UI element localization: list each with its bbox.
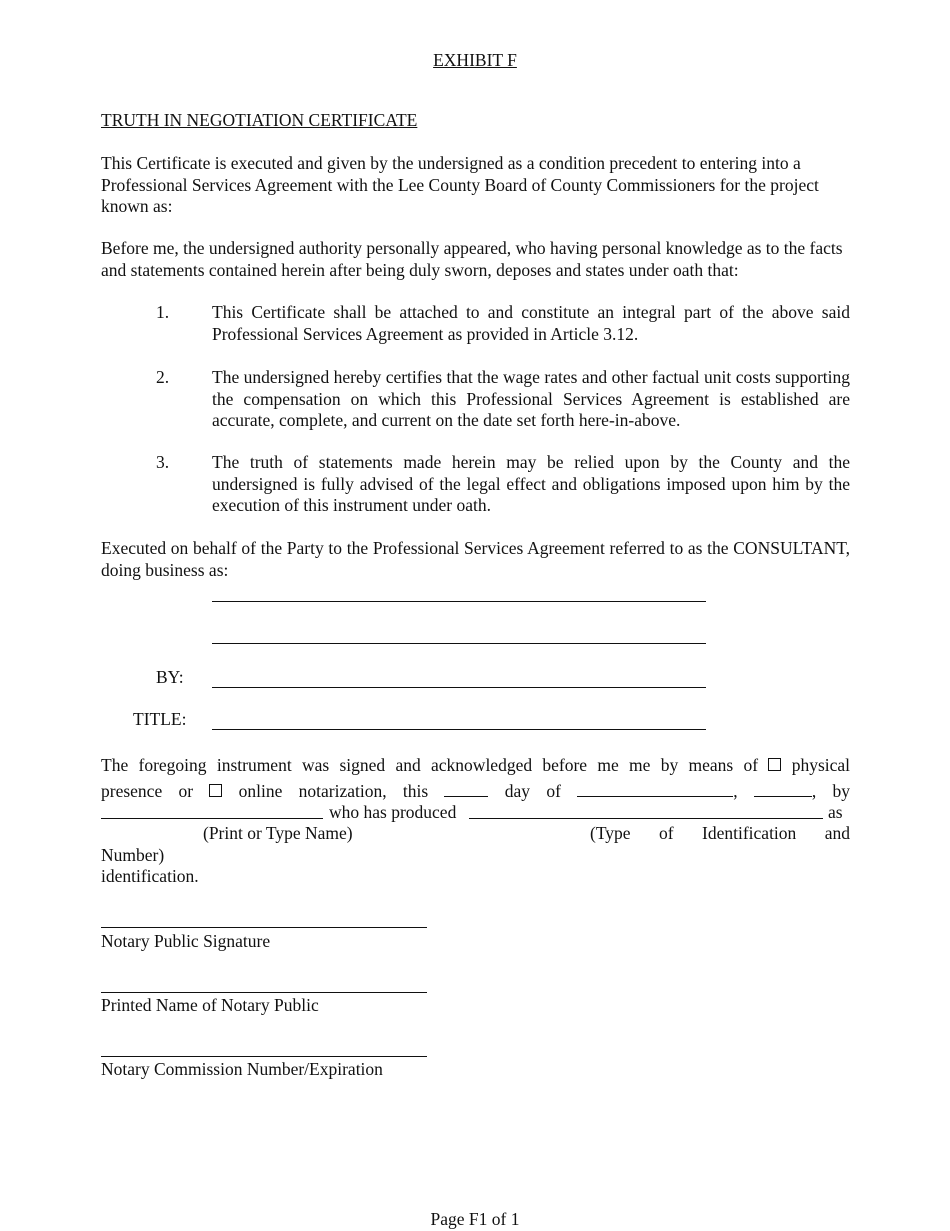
notary-statement: The foregoing instrument was signed and acknowledged before me me by means of	[101, 755, 759, 775]
type-id-caption-line-2: Number)	[101, 845, 165, 865]
certificate-title: TRUTH IN NEGOTIATION CERTIFICATE	[101, 110, 418, 130]
by-label-notary: by	[832, 781, 850, 801]
physical-label: physical	[791, 755, 851, 775]
presence-label: presence	[101, 781, 163, 801]
notary-signature-line[interactable]	[101, 927, 427, 928]
print-name-caption: (Print or Type Name)	[203, 823, 353, 843]
page-number: Page F1 of 1	[430, 1209, 520, 1229]
notary-printed-name-line[interactable]	[101, 992, 427, 993]
year-comma: ,	[811, 781, 817, 801]
notary-line-1	[101, 755, 850, 777]
physical-checkbox[interactable]	[768, 758, 781, 771]
day-blank[interactable]	[444, 780, 488, 797]
this-label: this	[402, 781, 429, 801]
exhibit-title: EXHIBIT F	[433, 50, 517, 70]
identification-label: identification.	[101, 866, 199, 886]
identification-blank[interactable]	[469, 818, 823, 819]
notary-signature-label: Notary Public Signature	[101, 931, 271, 951]
item-1-text: This Certificate shall be attached to and constitute an integral part of the above said Professional Services Agreement as provided in Article 3.12.	[212, 302, 850, 344]
executed-paragraph: Executed on behalf of the Party to the Professional Services Agreement referred to as the CONSULTANT, doing business as:	[101, 538, 850, 580]
item-3-number: 3.	[156, 452, 170, 472]
item-2-text: The undersigned hereby certifies that the wage rates and other factual unit costs supporting the compensation on which this Professional Services Agreement is established are accurate, complete, and current on the date set forth here-in-above.	[212, 367, 850, 430]
month-comma: ,	[733, 781, 738, 801]
who-has-produced-label: who has produced	[329, 802, 457, 822]
notary-line-2	[101, 780, 850, 803]
online-checkbox[interactable]	[209, 784, 222, 797]
or-label: or	[178, 781, 194, 801]
title-label: TITLE:	[133, 709, 187, 729]
by-signature-line[interactable]	[212, 687, 706, 688]
intro-paragraph: This Certificate is executed and given by the undersigned as a condition precedent to entering into a Professional Services Agreement with the Lee County Board of County Commissioners for the project known as:	[101, 153, 819, 216]
item-3-text: The truth of statements made herein may be relied upon by the County and the undersigned is fully advised of the legal effect and obligations imposed upon him by the execution of this instrument under oath.	[212, 452, 850, 515]
notary-commission-line[interactable]	[101, 1056, 427, 1057]
online-label: online	[238, 781, 283, 801]
type-id-caption	[0, 0, 1, 1]
as-label: as	[828, 802, 843, 822]
business-name-line-1[interactable]	[212, 601, 706, 602]
type-id-caption-line-1: (Type of Identification and	[590, 823, 851, 843]
signer-name-blank[interactable]	[101, 818, 323, 819]
item-2-number: 2.	[156, 367, 170, 387]
title-line[interactable]	[212, 729, 706, 730]
notarization-label: notarization,	[298, 781, 387, 801]
notary-printed-name-label: Printed Name of Notary Public	[101, 995, 319, 1015]
oath-paragraph: Before me, the undersigned authority personally appeared, who having personal knowledge as to the facts and statements contained herein after being duly sworn, deposes and states under oath that:	[101, 238, 843, 280]
day-label: day	[504, 781, 531, 801]
by-label: BY:	[156, 667, 184, 687]
notary-commission-label: Notary Commission Number/Expiration	[101, 1059, 383, 1079]
year-blank[interactable]	[754, 780, 812, 797]
business-name-line-2[interactable]	[212, 643, 706, 644]
month-blank[interactable]	[577, 780, 733, 797]
of-label: of	[546, 781, 561, 801]
item-1-number: 1.	[156, 302, 170, 322]
